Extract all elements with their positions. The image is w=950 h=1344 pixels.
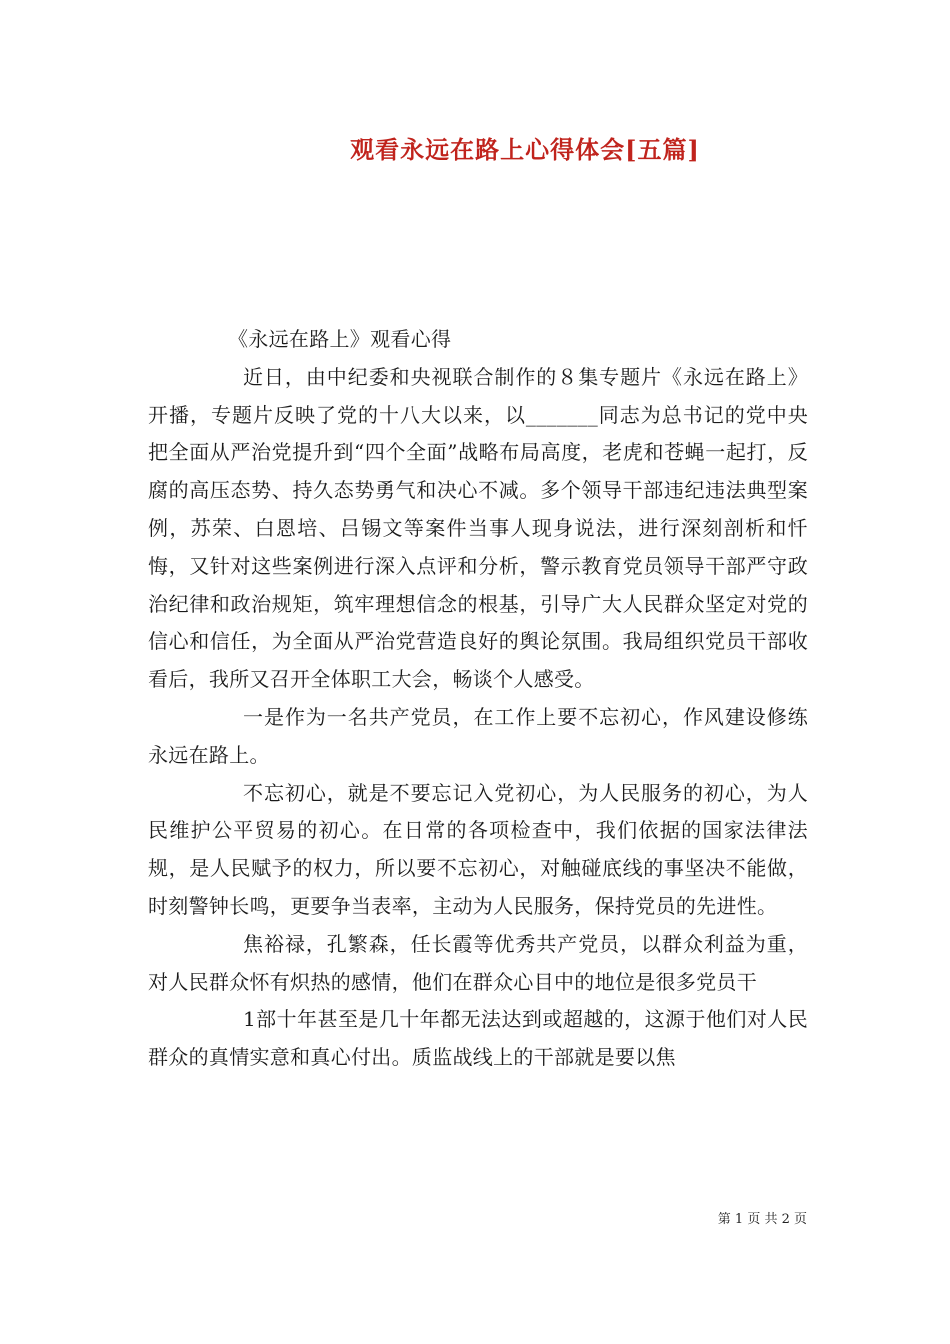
section-subtitle: 《永远在路上》观看心得 [228,327,452,351]
paragraph: 不忘初心，就是不要忘记入党初心，为人民服务的初心，为人民维护公平贸易的初心。在日常的各项检查中，我们依据的国家法律法规，是人民赋予的权力，所以要不忘初心，对触碰底线的事坚决不能做，时刻警钟长鸣，更要争当表率，主动为人民服务，保持党员的先进性。 [148,780,808,918]
document-body [148,321,808,1077]
paragraph: 焦裕禄，孔繁森，任长霞等优秀共产党员，以群众利益为重，对人民群众怀有炽热的感情，他们在群众心目中的地位是很多党员干 [148,931,808,994]
paragraph: 近日，由中纪委和央视联合制作的８集专题片《永远在路上》开播，专题片反映了党的十八大以来，以_______同志为总书记的党中央把全面从严治党提升到“四个全面”战略布局高度，老虎和苍蝇一起打，反腐的高压态势、持久态势勇气和决心不减。多个领导干部违纪违法典型案例，苏荣、白恩培、吕锡文等案件当事人现身说法，进行深刻剖析和忏悔，又针对这些案例进行深入点评和分析，警示教育党员领导干部严守政治纪律和政治规矩，筑牢理想信念的根基，引导广大人民群众坚定对党的信心和信任，为全面从严治党营造良好的舆论氛围。我局组织党员干部收看后，我所又召开全体职工大会，畅谈个人感受。 [148,364,808,692]
document-title: 观看永远在路上心得体会[五篇] [350,135,700,164]
paragraph: 一是作为一名共产党员，在工作上要不忘初心，作风建设修练永远在路上。 [148,704,808,767]
paragraph: 1部十年甚至是几十年都无法达到或超越的，这源于他们对人民群众的真情实意和真心付出。质监战线上的干部就是要以焦 [148,1007,808,1070]
page-number-footer: 第 1 页 共 2 页 [717,1212,807,1227]
